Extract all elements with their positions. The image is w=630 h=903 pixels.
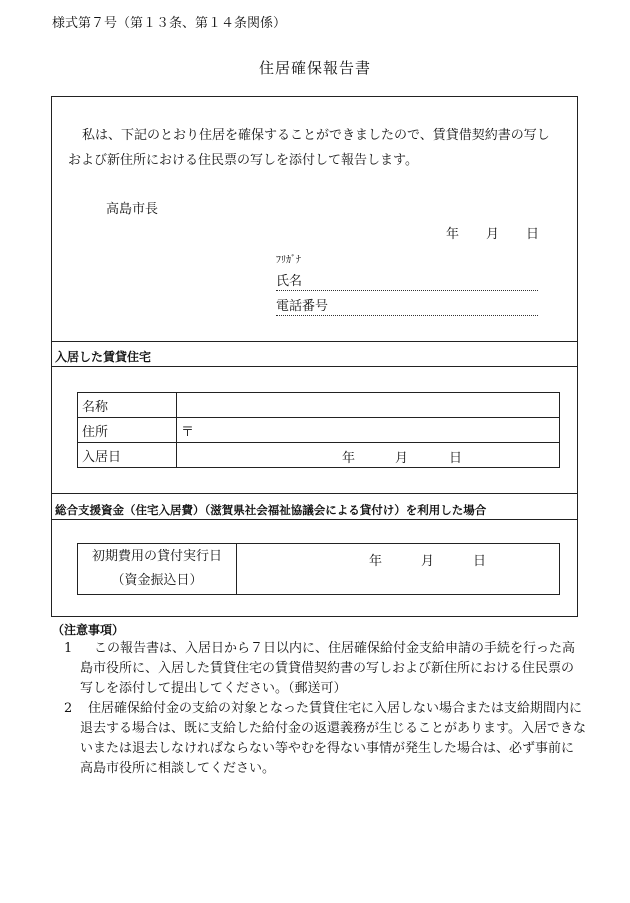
transfer-date-label: （資金振込日） [111, 573, 203, 588]
page-title: 住居確保報告書 [258, 59, 371, 77]
table-row [78, 418, 560, 443]
name-input-cell[interactable] [177, 393, 560, 418]
section2-heading: 総合支援資金（住宅入居費）（滋賀県社会福祉協議会による貸付け）を利用した場合 [55, 503, 487, 517]
furigana-label: ﾌﾘｶﾞﾅ [276, 255, 301, 266]
loan-date-cell[interactable] [237, 544, 560, 595]
report-form-box [51, 96, 578, 617]
movein-row-label: 入居日 [78, 443, 177, 468]
postal-mark: 〒 [181, 424, 195, 440]
table-row [78, 443, 560, 468]
name-label: 氏名 [276, 274, 303, 289]
divider [52, 366, 577, 367]
name-row-label: 名称 [78, 393, 177, 418]
note-number-1: 1 [64, 641, 73, 656]
movein-day: 日 [449, 451, 463, 466]
loan-date-label-cell [78, 544, 237, 595]
intro-line-2: および新住所における住民票の写しを添付して報告します。 [68, 153, 418, 168]
note-text-1: この報告書は、入居日から７日以内に、住居確保給付金支給申請の手続を行った高島市役所に、入居した賃貸住宅の賃貸借契約書の写しおよび新住所における住民票の写しを添付して提出してください。（郵送可） [80, 641, 576, 696]
loan-date-table [77, 543, 560, 595]
section1-heading: 入居した賃貸住宅 [55, 350, 152, 364]
loan-month: 月 [421, 554, 435, 569]
table-row [78, 393, 560, 418]
address-input-cell[interactable] [177, 418, 560, 443]
report-date-day: 日 [526, 227, 540, 242]
report-date-year: 年 [446, 227, 460, 242]
loan-date-label: 初期費用の貸付実行日 [91, 549, 222, 564]
divider [52, 493, 577, 494]
applicant-name-field[interactable] [276, 275, 538, 291]
report-date-month: 月 [486, 227, 500, 242]
addressee: 高島市長 [106, 202, 159, 217]
movein-date-cell[interactable] [177, 443, 560, 468]
address-row-label: 住所 [78, 418, 177, 443]
form-number: 様式第７号（第１３条、第１４条関係） [52, 16, 287, 31]
rental-info-table [77, 392, 560, 468]
movein-year: 年 [342, 451, 356, 466]
phone-field[interactable] [276, 300, 538, 316]
divider [52, 519, 577, 520]
note-text-2: 住居確保給付金の支給の対象となった賃貸住宅に入居しない場合または支給期間内に退去する場合は、既に支給した給付金の返還義務が生じることがあります。入居できないまたは退去しなければならない等やむを得ない事情が発生した場合は、必ず事前に高島市役所に相談してください。 [80, 701, 586, 776]
note-number-2: 2 [64, 701, 73, 716]
loan-day: 日 [473, 554, 487, 569]
phone-label: 電話番号 [276, 299, 329, 314]
loan-year: 年 [369, 554, 383, 569]
table-row [78, 544, 560, 595]
notes-heading: （注意事項） [52, 623, 125, 637]
movein-month: 月 [395, 451, 409, 466]
intro-line-1: 私は、下記のとおり住居を確保することができましたので、賃貸借契約書の写し [82, 128, 550, 143]
divider [52, 341, 577, 342]
